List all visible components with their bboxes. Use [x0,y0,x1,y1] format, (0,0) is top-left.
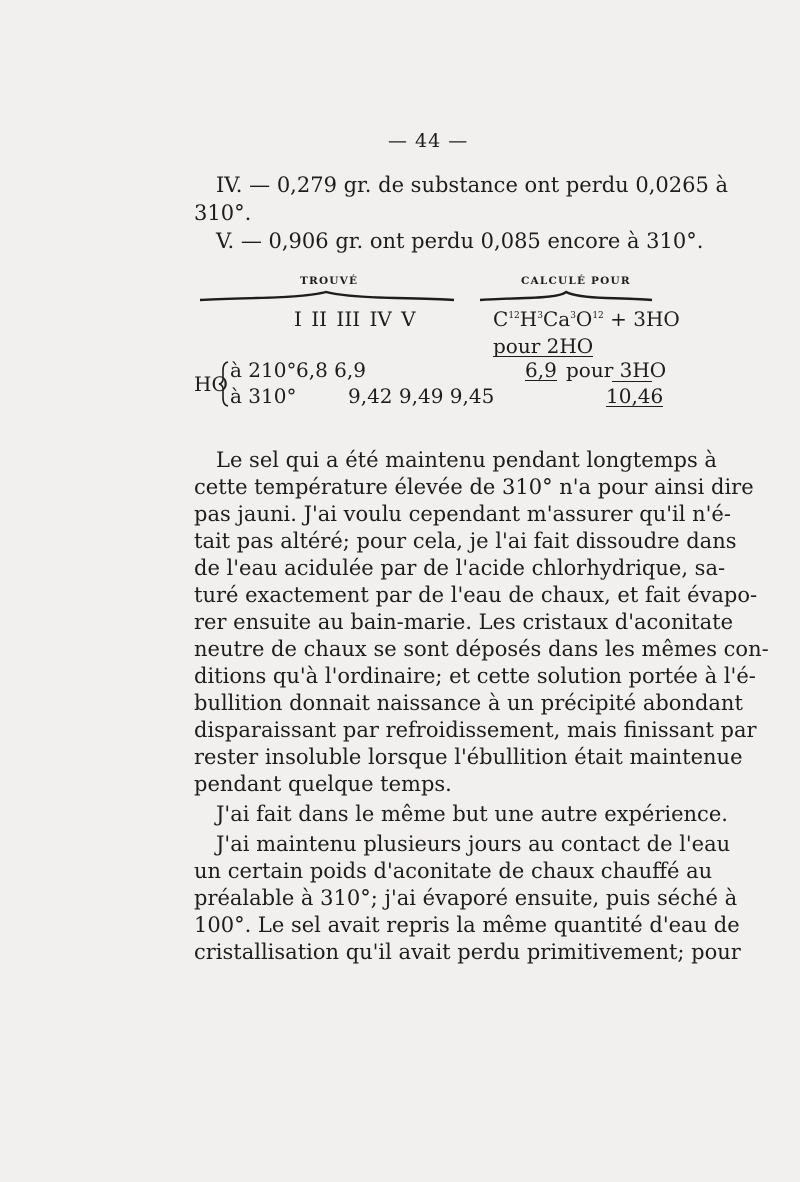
trouve-header: TROUVÉ [300,275,359,287]
text-line: rester insoluble lorsque l'ébullition était maintenue [194,745,743,769]
text-line: de l'eau acidulée par de l'acide chlorhydrique, sa- [194,556,726,580]
formula: $C^{12}H^3Ca^3O^{12} + 3HO$ [493,307,680,331]
header-braces [196,286,656,308]
row-210-values: 6,8 6,9 [296,358,366,382]
text-line: Le sel qui a été maintenu pendant longtemps à [216,448,717,472]
result-iv-continued: 310°. [194,201,252,225]
text-line: turé exactement par de l'eau de chaux, et fait évapo- [194,583,758,607]
row-210-pour: pour 3HO [566,358,667,382]
text-line: pendant quelque temps. [194,772,452,796]
text-line: un certain poids d'aconitate de chaux chauffé au [194,859,713,883]
pour-3ho-underline [612,381,652,382]
row-310-calc: 10,46 [606,384,664,408]
text-line: tait pas altéré; pour cela, je l'ai fait dissoudre dans [194,529,737,553]
text-line: cette température élevée de 310° n'a pour ainsi dire [194,475,754,499]
text-line: préalable à 310°; j'ai évaporé ensuite, puis séché à [194,886,738,910]
text-line: cristallisation qu'il avait perdu primitivement; pour [194,940,741,964]
result-v: V. — 0,906 gr. ont perdu 0,085 encore à 310°. [216,229,704,253]
text-line: J'ai maintenu plusieurs jours au contact de l'eau [216,832,731,856]
column-numbers: I II III IV V [294,307,416,331]
text-line: pas jauni. J'ai voulu cependant m'assurer qu'il n'é- [194,502,731,526]
text-line: bullition donnait naissance à un précipité abondant [194,691,743,715]
text-line: neutre de chaux se sont déposés dans les mêmes con- [194,637,769,661]
paragraph-2: J'ai fait dans le même but une autre expérience. [216,802,728,826]
row-310-temp: à 310° [230,384,297,408]
ho-label: HO [194,372,228,396]
ho-brace [218,360,230,408]
text-line: rer ensuite au bain-marie. Les cristaux d'aconitate [194,610,734,634]
page-number: — 44 — [388,130,469,152]
text-line: ditions qu'à l'ordinaire; et cette solution portée à l'é- [194,664,756,688]
text-line: 100°. Le sel avait repris la même quantité d'eau de [194,913,740,937]
row-310-values: 9,42 9,49 9,45 [348,384,495,408]
pour-2ho: pour 2HO [493,334,594,358]
calcule-header: CALCULÉ POUR [521,275,631,287]
row-210-temp: à 210° [230,358,297,382]
text-line: disparaissant par refroidissement, mais finissant par [194,718,757,742]
result-iv: IV. — 0,279 gr. de substance ont perdu 0,0265 à [216,173,729,197]
row-210-calc: 6,9 [525,358,557,382]
